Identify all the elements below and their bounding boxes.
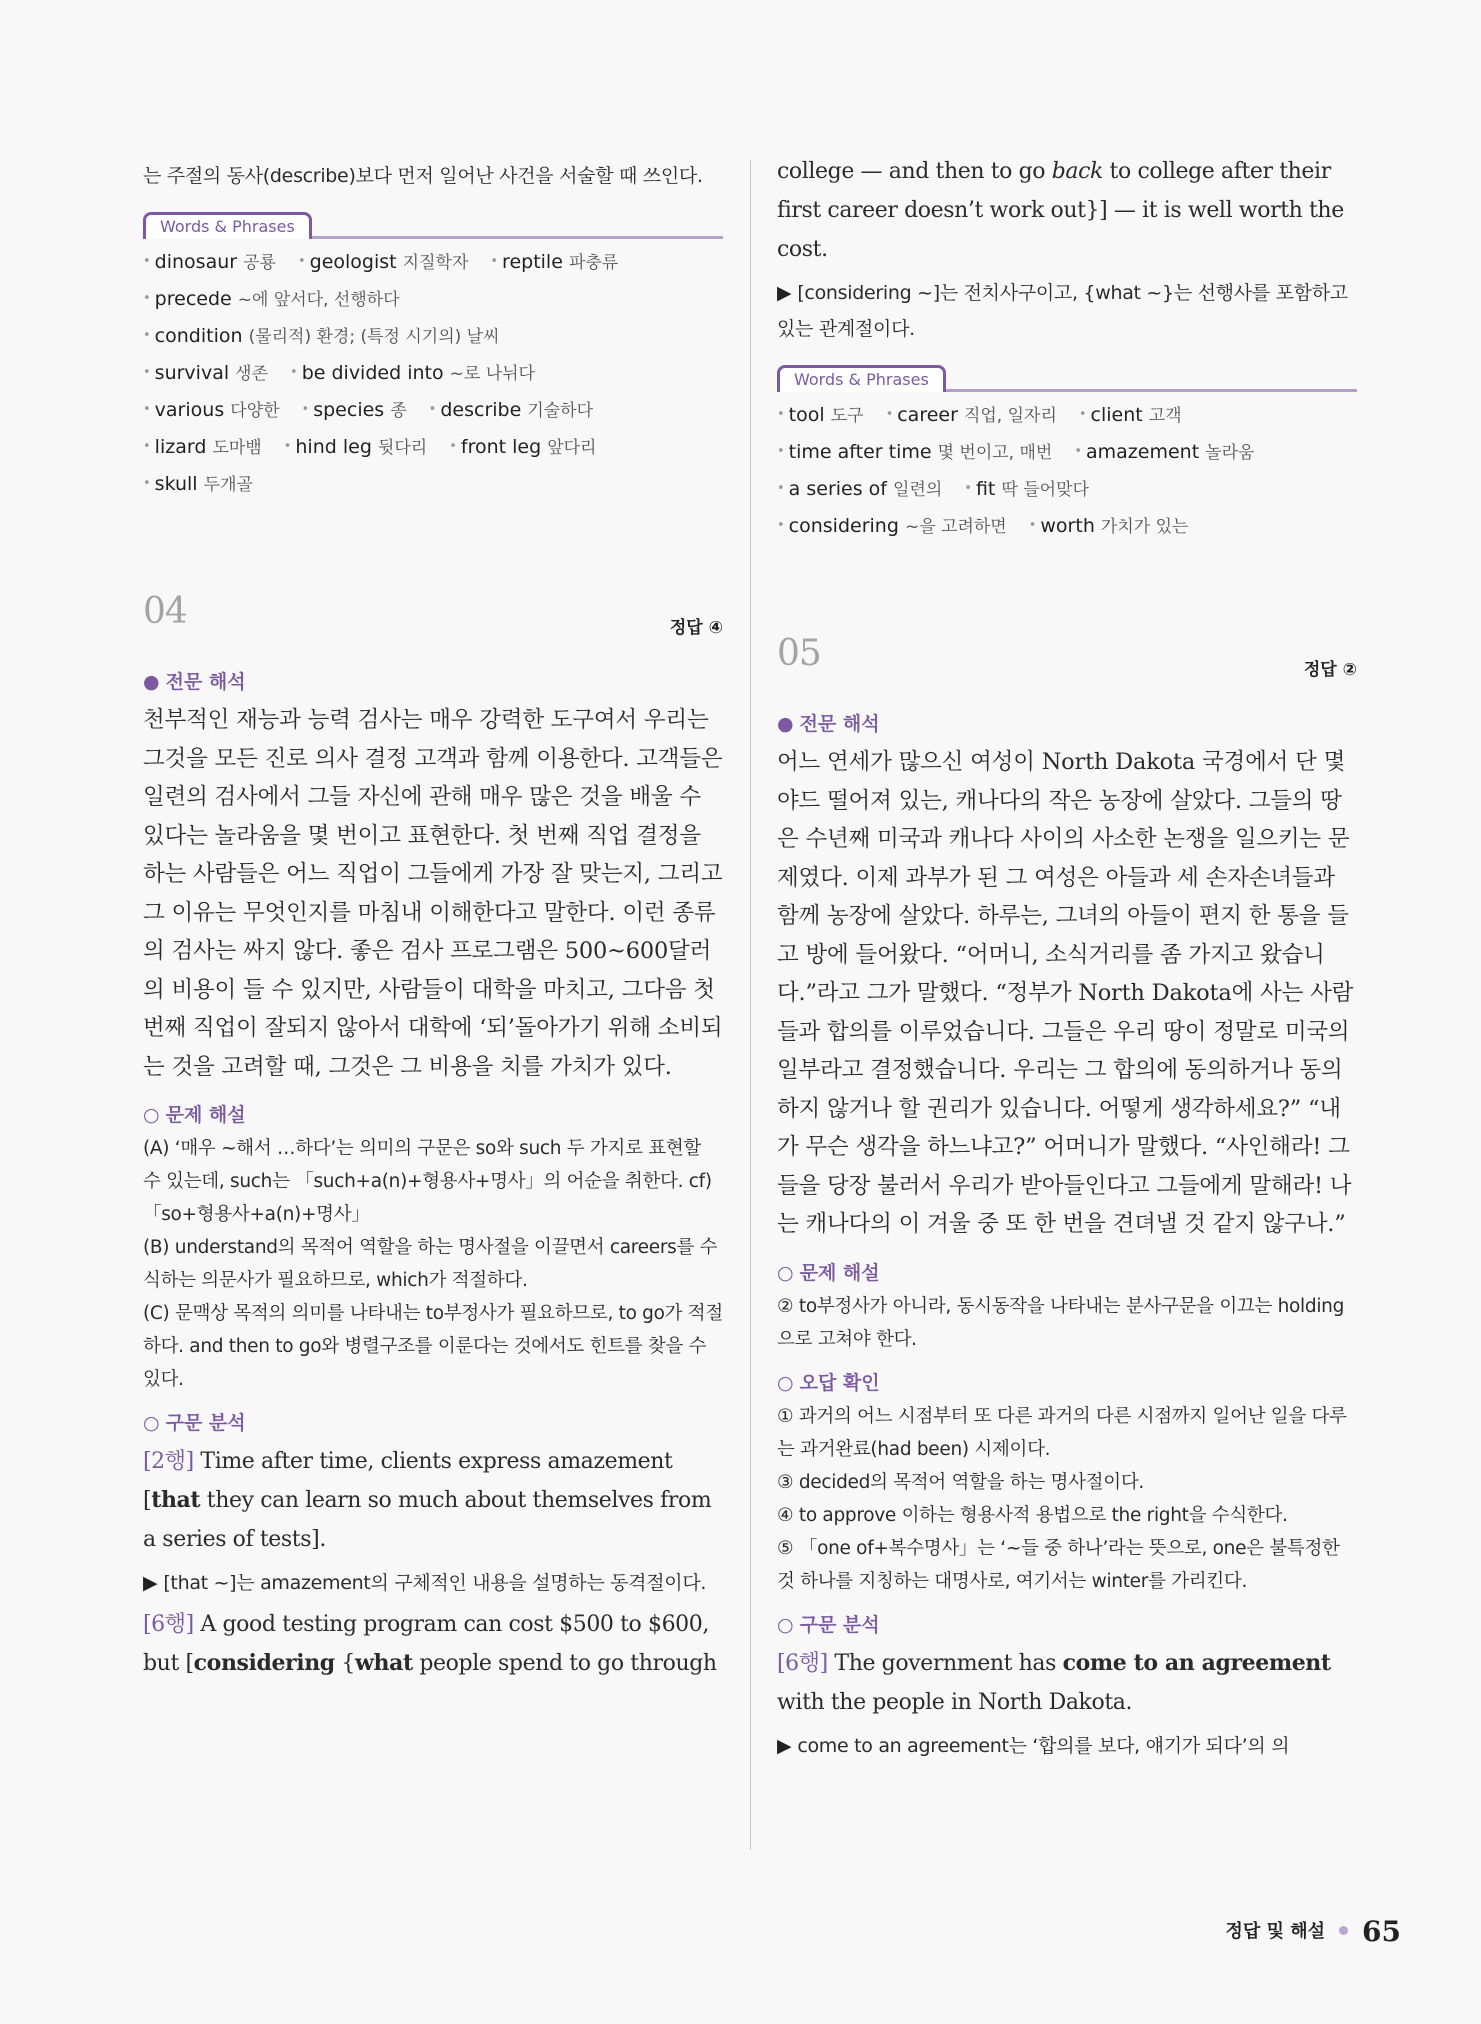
bullet-icon: •	[1078, 407, 1087, 422]
vocab-item	[290, 355, 535, 392]
bullet-icon: •	[283, 439, 292, 454]
vocab-meaning: 파충류	[568, 253, 619, 273]
words-phrases-row	[777, 397, 1357, 434]
vocab-item	[143, 355, 268, 392]
vocab-term: be divided into	[301, 362, 450, 384]
vocab-meaning: 종	[390, 401, 407, 421]
vocab-term: various	[154, 399, 231, 421]
vocab-term: species	[313, 399, 391, 421]
circle-icon: ○	[777, 1371, 794, 1394]
bullet-icon: •	[964, 481, 972, 496]
vocab-meaning: 고객	[1148, 406, 1182, 426]
bullet-icon: •	[143, 291, 151, 306]
vocab-item	[777, 471, 942, 508]
vocab-term: describe	[440, 399, 528, 421]
vocab-item	[143, 318, 500, 355]
left-column	[143, 158, 723, 1683]
vocab-meaning: 놀라움	[1205, 443, 1255, 463]
words-phrases-header	[777, 365, 1357, 393]
vocab-meaning: 지질학자	[402, 253, 469, 273]
vocab-item	[143, 244, 276, 281]
vocab-meaning: 뒷다리	[377, 438, 428, 458]
right-column	[777, 158, 1357, 1764]
triangle-icon: ▶	[777, 282, 792, 304]
bullet-icon: •	[143, 476, 151, 491]
bullet-icon: •	[449, 439, 457, 454]
vocab-term: precede	[154, 288, 238, 310]
bullet-icon: •	[1074, 444, 1083, 459]
words-phrases-header	[143, 212, 723, 240]
vocab-term: geologist	[309, 251, 403, 273]
vocab-meaning: 직업, 일자리	[963, 406, 1057, 426]
vocab-term: career	[897, 404, 964, 426]
vocab-meaning: 기술하다	[527, 401, 594, 421]
section-title-translation: ● 전문 해석	[143, 667, 723, 697]
vocab-term: tool	[788, 404, 831, 426]
continued-note: ▶ [considering ~]는 전치사구이고, {what ~}는 선행사를 포함하고 있는 관계절이다.	[777, 282, 1348, 340]
footer-dot-icon	[1339, 1926, 1348, 1935]
bullet-icon: •	[490, 254, 499, 269]
question-number: 04	[143, 591, 187, 632]
vocab-term: dinosaur	[154, 251, 244, 273]
translation-text: 어느 연세가 많으신 여성이 North Dakota 국경에서 단 몇 야드 떨어져 있는, 캐나다의 작은 농장에 살았다. 그들의 땅은 수년째 미국과 캐나다 사이의 사소한 논쟁을 일으키는 문제였다. 이제 과부가 된 그 여성은 아들과 세 손자손녀들과 함께 농장에 살았다. 하루는, 그녀의 아들이 편지 한 통을 들고 방에 들어왔다. “어머니, 소식거리를 좀 가지고 왔습니다.”라고 그가 말했다. “정부가 North Dakota에 사는 사람들과 합의를 이루었습니다. 그들은 우리 땅이 정말로 미국의 일부라고 결정했습니다. 우리는 그 합의에 동의하거나 동의하지 않거나 할 권리가 있습니다. 어떻게 생각하세요?” “내가 무슨 생각을 하느냐고?” 어머니가 말했다. “사인해라! 그들을 당장 불러서 우리가 받아들인다고 그들에게 말해라! 나는 캐나다의 이 겨울 중 또 한 번을 견뎌낼 것 같지 않구나.”	[777, 749, 1354, 1237]
vocab-item	[1074, 434, 1254, 471]
vocab-item	[302, 392, 407, 429]
continued-sentence: college — and then to go back to college after their first career doesn’t work out}] — it is well worth the cost.	[777, 159, 1344, 262]
vocab-item	[1079, 397, 1182, 434]
wrong-answer-5: ⑤ 「one of+복수명사」는 ‘~들 중 하나’라는 뜻으로, one은 불특정한 것 하나를 지칭하는 대명사로, 여기서는 winter를 가리킨다.	[777, 1537, 1340, 1592]
translation-text: 천부적인 재능과 능력 검사는 매우 강력한 도구여서 우리는 그것을 모든 진로 의사 결정 고객과 함께 이용한다. 고객들은 일련의 검사에서 그들 자신에 관해 매우 많은 것을 배울 수 있다는 놀라움을 몇 번이고 표현한다. 첫 번째 직업 결정을 하는 사람들은 어느 직업이 그들에게 가장 잘 맞는지, 그리고 그 이유는 무엇인지를 마침내 이해한다고 말한다. 이런 종류의 검사는 싸지 않다. 좋은 검사 프로그램은 500~600달러의 비용이 들 수 있지만, 사람들이 대학을 마치고, 그다음 첫 번째 직업이 잘되지 않아서 대학에 ‘되’돌아가기 위해 소비되는 것을 고려할 때, 그것은 그 비용을 치를 가치가 있다.	[143, 707, 723, 1080]
page-number: 65	[1362, 1915, 1401, 1948]
answer-label: 정답 ②	[1303, 660, 1357, 680]
vocab-term: hind leg	[295, 436, 378, 458]
vocab-item	[298, 244, 468, 281]
vocab-item	[777, 434, 1052, 471]
vocab-term: survival	[154, 362, 236, 384]
vocab-item	[429, 392, 593, 429]
words-phrases-list	[143, 244, 723, 503]
bullet-dot-icon: ●	[777, 713, 794, 735]
circle-icon: ○	[143, 1104, 160, 1126]
vocab-meaning: 가치가 있는	[1100, 517, 1189, 537]
wrong-answer-1: ① 과거의 어느 시점부터 또 다른 과거의 다른 시점까지 일어난 일을 다루는 과거완료(had been) 시제이다.	[777, 1405, 1347, 1460]
vocab-meaning: (물리적) 환경; (특정 시기의) 날씨	[248, 327, 500, 347]
bullet-icon: •	[143, 328, 151, 343]
page-footer	[1226, 1915, 1401, 1948]
wrong-answers-block	[777, 1400, 1357, 1598]
words-phrases-row	[777, 508, 1357, 545]
circle-icon: ○	[777, 1261, 794, 1284]
bullet-icon: •	[777, 407, 785, 422]
vocab-term: reptile	[502, 251, 569, 273]
section-title-wrong-answers: ○ 오답 확인	[777, 1368, 1357, 1398]
vocab-item	[777, 508, 1007, 545]
bullet-icon: •	[143, 439, 151, 454]
circle-icon: ○	[777, 1613, 794, 1636]
vocab-item	[449, 429, 596, 466]
vocab-item	[143, 281, 400, 318]
vocab-meaning: 앞다리	[547, 438, 597, 458]
vocab-meaning: ~로 나뉘다	[449, 364, 535, 384]
bullet-icon: •	[143, 254, 151, 269]
words-phrases-row	[143, 318, 723, 355]
vocab-term: amazement	[1086, 441, 1206, 463]
section-title-explanation: ○ 문제 해설	[777, 1258, 1357, 1288]
words-phrases-row	[143, 429, 723, 466]
vocab-item	[964, 471, 1089, 508]
words-phrases-row	[777, 471, 1357, 508]
words-phrases-tab: Words & Phrases	[143, 212, 312, 239]
words-phrases-tab: Words & Phrases	[777, 365, 946, 392]
circle-icon: ○	[143, 1412, 160, 1434]
vocab-meaning: 일련의	[893, 480, 943, 500]
vocab-term: fit	[975, 478, 1002, 500]
bullet-icon: •	[1028, 518, 1037, 533]
vocab-term: time after time	[788, 441, 938, 463]
section-title-translation: ● 전문 해석	[777, 709, 1357, 739]
bullet-dot-icon: ●	[143, 671, 160, 693]
bullet-icon: •	[143, 365, 151, 380]
vocab-term: lizard	[154, 436, 213, 458]
triangle-icon: ▶	[777, 1734, 792, 1757]
continued-text: 는 주절의 동사(describe)보다 먼저 일어난 사건을 서술할 때 쓰인다.	[143, 165, 703, 187]
bullet-icon: •	[290, 365, 298, 380]
words-phrases-row	[143, 466, 723, 503]
column-divider	[750, 160, 751, 1850]
explanation-text: ② to부정사가 아니라, 동시동작을 나타내는 분사구문을 이끄는 holding으로 고쳐야 한다.	[777, 1295, 1345, 1350]
section-title-explanation: ○ 문제 해설	[143, 1100, 723, 1130]
words-phrases-list	[777, 397, 1357, 545]
syntax-note-1: ▶ come to an agreement는 ‘합의를 보다, 얘기가 되다’의 의	[777, 1734, 1290, 1757]
triangle-icon: ▶	[143, 1572, 158, 1594]
explanation-b: (B) understand의 목적어 역할을 하는 명사절을 이끌면서 careers를 수식하는 의문사가 필요하므로, which가 적절하다.	[143, 1237, 718, 1291]
words-phrases-row	[143, 355, 723, 392]
vocab-meaning: 도구	[830, 406, 864, 426]
vocab-meaning: 다양한	[230, 401, 280, 421]
words-phrases-row	[143, 281, 723, 318]
vocab-meaning: 두개골	[203, 475, 253, 495]
footer-label: 정답 및 해설	[1225, 1921, 1326, 1942]
vocab-term: skull	[154, 473, 204, 495]
vocab-item	[1029, 508, 1189, 545]
vocab-item	[143, 429, 262, 466]
vocab-item	[143, 392, 280, 429]
syntax-sentence-1: [6행] The government has come to an agreement with the people in North Dakota.	[777, 1649, 1331, 1715]
vocab-meaning: 생존	[235, 364, 269, 384]
syntax-sentence-1: [2행] Time after time, clients express amazement [that they can learn so much about themselves from a series of tests].	[143, 1449, 712, 1552]
words-phrases-row	[143, 244, 723, 281]
vocab-meaning: 딱 들어맞다	[1001, 480, 1089, 500]
vocab-item	[490, 244, 618, 281]
words-phrases-row	[143, 392, 723, 429]
vocab-meaning: 공룡	[243, 253, 276, 273]
bullet-icon: •	[777, 481, 785, 496]
wrong-answer-3: ③ decided의 목적어 역할을 하는 명사절이다.	[777, 1471, 1144, 1493]
words-phrases-row	[777, 434, 1357, 471]
bullet-icon: •	[428, 402, 437, 417]
explanation-a: (A) ‘매우 ~해서 …하다’는 의미의 구문은 so와 such 두 가지로 표현할 수 있는데, such는 「such+a(n)+형용사+명사」의 어순을 취한다. cf) 「so+형용사+a(n)+명사」	[143, 1138, 712, 1225]
section-title-syntax: ○ 구문 분석	[143, 1408, 723, 1438]
bullet-icon: •	[143, 402, 151, 417]
syntax-note-1: ▶ [that ~]는 amazement의 구체적인 내용을 설명하는 동격절이다.	[143, 1572, 707, 1594]
explanation-c: (C) 문맥상 목적의 의미를 나타내는 to부정사가 필요하므로, to go가 적절하다. and then to go와 병렬구조를 이룬다는 것에서도 힌트를 찾을 수 있다.	[143, 1303, 723, 1390]
vocab-term: front leg	[460, 436, 548, 458]
vocab-meaning: 몇 번이고, 매번	[937, 443, 1053, 463]
bullet-icon: •	[301, 402, 310, 417]
syntax-sentence-2: [6행] A good testing program can cost $500 to $600, but [considering {what people spend to go through	[143, 1612, 717, 1676]
explanation-block	[143, 1132, 723, 1396]
vocab-meaning: ~에 앞서다, 선행하다	[237, 290, 400, 310]
vocab-item	[284, 429, 427, 466]
vocab-item	[886, 397, 1057, 434]
question-header	[777, 633, 1357, 693]
bullet-icon: •	[777, 518, 785, 533]
answer-label: 정답 ④	[669, 618, 723, 638]
wrong-answer-4: ④ to approve 이하는 형용사적 용법으로 the right을 수식한다.	[777, 1504, 1288, 1526]
vocab-term: client	[1090, 404, 1149, 426]
vocab-meaning: ~을 고려하면	[904, 517, 1007, 537]
vocab-term: condition	[154, 325, 249, 347]
bullet-icon: •	[885, 407, 894, 422]
vocab-item	[143, 466, 253, 503]
bullet-icon: •	[297, 254, 306, 269]
bullet-icon: •	[777, 444, 785, 459]
section-title-syntax: ○ 구문 분석	[777, 1610, 1357, 1640]
question-number: 05	[777, 633, 821, 674]
vocab-meaning: 도마뱀	[212, 438, 262, 458]
question-header	[143, 591, 723, 651]
vocab-item	[777, 397, 864, 434]
vocab-term: a series of	[788, 478, 894, 500]
vocab-term: worth	[1040, 515, 1101, 537]
vocab-term: considering	[788, 515, 905, 537]
